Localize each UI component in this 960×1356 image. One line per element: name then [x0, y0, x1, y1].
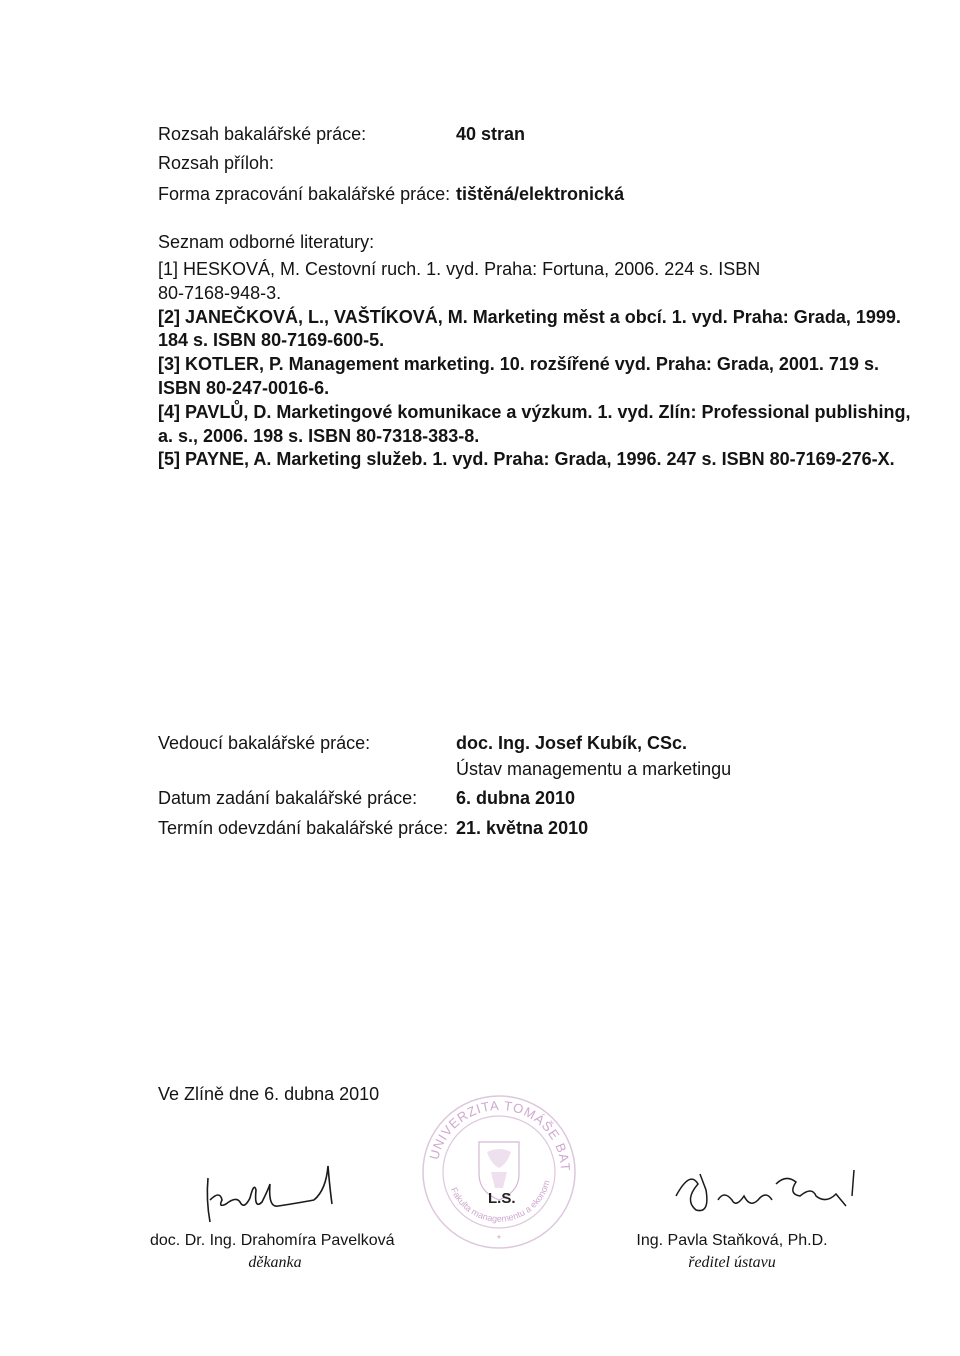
svg-text:*: *	[497, 1234, 501, 1245]
literature-line: [1] HESKOVÁ, M. Cestovní ruch. 1. vyd. Praha: Fortuna, 2006. 224 s. ISBN	[158, 259, 761, 279]
signature-right-name: Ing. Pavla Staňková, Ph.D.	[636, 1232, 828, 1249]
due-value: 21. května 2010	[456, 818, 589, 838]
literature-line: a. s., 2006. 198 s. ISBN 80-7318-383-8.	[158, 425, 480, 446]
supervisor-department: Ústav managementu a marketingu	[456, 759, 732, 779]
signature-left-role: děkanka	[248, 1254, 302, 1271]
literature-line: [5] PAYNE, A. Marketing služeb. 1. vyd. Praha: Grada, 1996. 247 s. ISBN 80-7169-276-X.	[158, 449, 895, 470]
attachments-label: Rozsah příloh:	[158, 153, 275, 173]
supervisor-name: doc. Ing. Josef Kubík, CSc.	[456, 733, 688, 753]
signature-left-image	[196, 1160, 346, 1230]
university-stamp	[419, 1092, 579, 1257]
literature-line: [2] JANEČKOVÁ, L., VAŠTÍKOVÁ, M. Marketing měst a obcí. 1. vyd. Praha: Grada, 1999.	[158, 306, 901, 327]
svg-text:Fakulta managementu a ekonomik: Fakulta managementu a ekonom	[448, 1178, 552, 1224]
form-value: tištěná/elektronická	[456, 184, 625, 204]
literature-line: 184 s. ISBN 80-7169-600-5.	[158, 330, 385, 351]
signature-right-role: ředitel ústavu	[688, 1254, 776, 1271]
due-label: Termín odevzdání bakalářské práce:	[158, 818, 449, 838]
literature-line: [3] KOTLER, P. Management marketing. 10. rozšířené vyd. Praha: Grada, 2001. 719 s.	[158, 354, 879, 375]
assigned-label: Datum zadání bakalářské práce:	[158, 788, 418, 808]
scope-label: Rozsah bakalářské práce:	[158, 124, 367, 144]
place-date: Ve Zlíně dne 6. dubna 2010	[158, 1084, 380, 1104]
literature-line: ISBN 80-247-0016-6.	[158, 377, 330, 398]
form-label: Forma zpracování bakalářské práce:	[158, 184, 451, 204]
signature-left-name: doc. Dr. Ing. Drahomíra Pavelková	[150, 1232, 395, 1249]
supervisor-label: Vedoucí bakalářské práce:	[158, 733, 371, 753]
literature-line: 80-7168-948-3.	[158, 282, 282, 303]
literature-list	[158, 258, 911, 472]
literature-line: [4] PAVLŮ, D. Marketingové komunikace a výzkum. 1. vyd. Zlín: Professional publishing,	[158, 401, 911, 422]
assigned-value: 6. dubna 2010	[456, 788, 576, 808]
seal-text: L.S.	[488, 1190, 516, 1207]
scope-value: 40 stran	[456, 124, 526, 144]
literature-heading: Seznam odborné literatury:	[158, 232, 375, 252]
signature-right-image	[666, 1160, 866, 1230]
svg-text:UNIVERZITA TOMÁŠE BATI VE ZLÍN: UNIVERZITA TOMÁŠE BAT	[426, 1097, 574, 1173]
